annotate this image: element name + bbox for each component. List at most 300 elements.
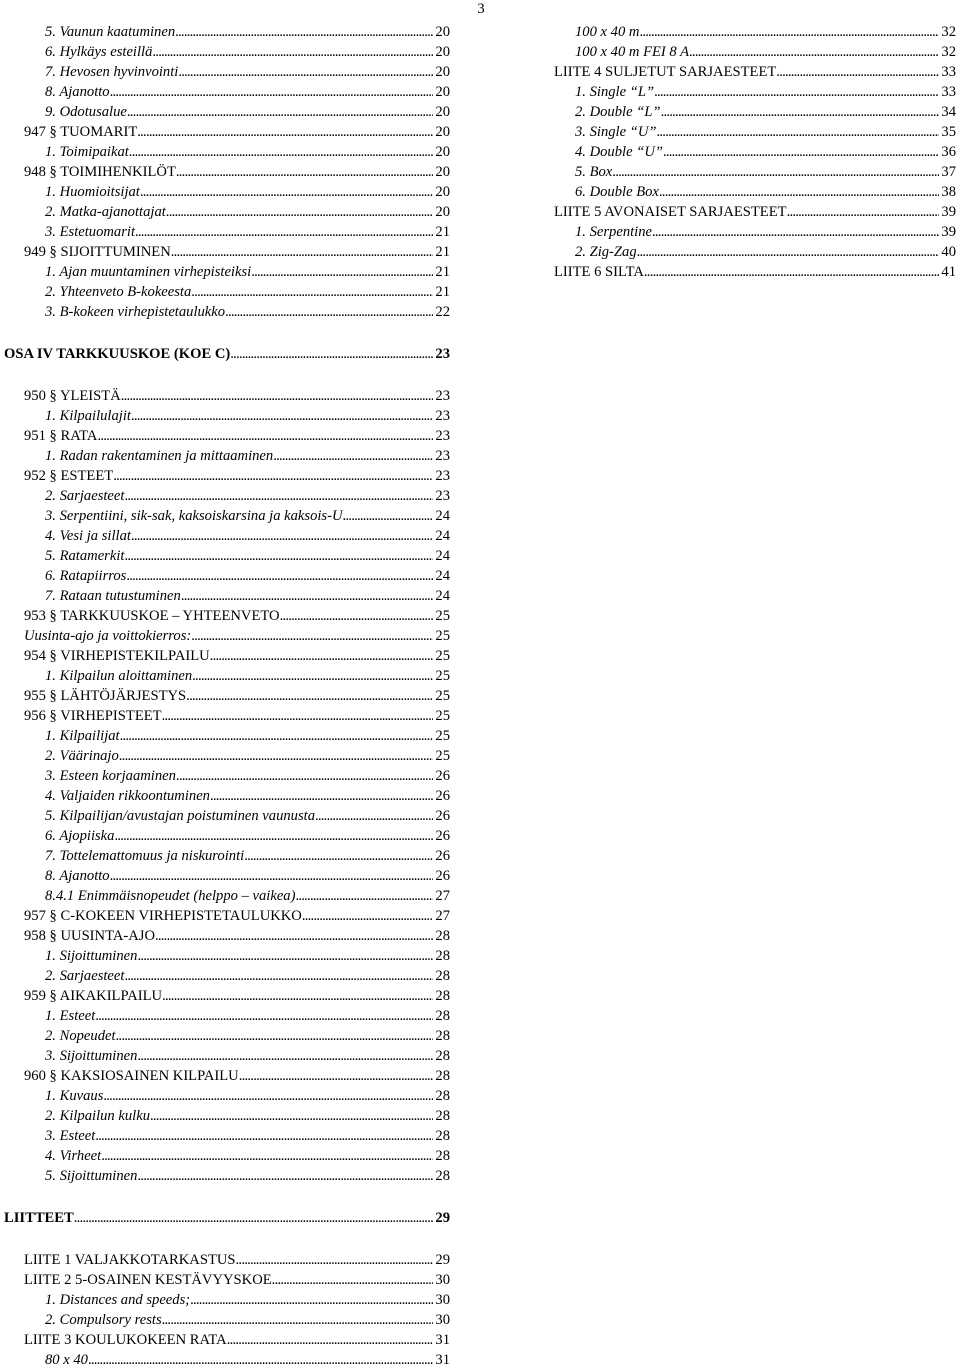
- dot-leader: [162, 986, 433, 1006]
- toc-entry[interactable]: [0, 1046, 450, 1066]
- toc-entry[interactable]: [0, 526, 450, 546]
- dot-leader: [210, 646, 434, 666]
- toc-entry-page: 28: [435, 1128, 450, 1144]
- toc-entry[interactable]: [0, 646, 450, 666]
- toc-entry-title: 1. Esteet: [45, 1008, 96, 1024]
- dot-leader: [776, 62, 939, 82]
- toc-entry[interactable]: [0, 42, 450, 62]
- toc-entry[interactable]: [0, 1006, 450, 1026]
- toc-entry[interactable]: [0, 1330, 450, 1350]
- dot-leader: [191, 626, 433, 646]
- toc-entry[interactable]: [0, 566, 450, 586]
- toc-entry-page: 31: [435, 1352, 450, 1368]
- toc-entry-title: LIITE 3 KOULUKOKEEN RATA: [24, 1332, 227, 1348]
- toc-entry-title: 4. Virheet: [45, 1148, 102, 1164]
- toc-left-column: [0, 22, 450, 1370]
- toc-entry-title: 956 § VIRHEPISTEET: [24, 708, 162, 724]
- toc-entry-title: 947 § TUOMARIT: [24, 124, 138, 140]
- dot-leader: [244, 846, 433, 866]
- toc-entry-page: 35: [941, 124, 956, 140]
- dot-leader: [124, 546, 433, 566]
- dot-leader: [137, 122, 433, 142]
- toc-entry-title: 959 § AIKAKILPAILU: [24, 988, 163, 1004]
- toc-entry-title: 5. Sijoittuminen: [45, 1168, 138, 1184]
- toc-entry-title: 2. Zig-Zag: [575, 244, 637, 260]
- toc-entry[interactable]: [0, 182, 450, 202]
- toc-entry-page: 20: [435, 204, 450, 220]
- toc-entry-page: 33: [941, 64, 956, 80]
- toc-entry-title: 1. Toimipaikat: [45, 144, 129, 160]
- toc-entry[interactable]: [0, 282, 450, 302]
- toc-entry[interactable]: [0, 1270, 450, 1290]
- toc-entry-title: LIITE 2 5-OSAINEN KESTÄVYYSKOE: [24, 1272, 272, 1288]
- toc-entry[interactable]: [0, 746, 450, 766]
- toc-entry[interactable]: [0, 1086, 450, 1106]
- dot-leader: [657, 122, 940, 142]
- toc-entry-title: 8. Ajanotto: [45, 868, 110, 884]
- dot-leader: [295, 886, 433, 906]
- dot-leader: [689, 42, 939, 62]
- toc-entry-title: 2. Double “L”: [575, 104, 661, 120]
- toc-entry-page: 28: [435, 948, 450, 964]
- dot-leader: [114, 826, 433, 846]
- toc-entry[interactable]: [0, 406, 450, 426]
- toc-entry-title: 1. Serpentine: [575, 224, 653, 240]
- toc-entry-page: 20: [435, 84, 450, 100]
- dot-leader: [162, 1310, 434, 1330]
- toc-entry-page: 41: [941, 264, 956, 280]
- toc-entry-page: 26: [435, 768, 450, 784]
- toc-entry[interactable]: [530, 242, 956, 262]
- dot-leader: [272, 1270, 434, 1290]
- dot-leader: [131, 406, 433, 426]
- toc-entry-page: 29: [435, 1210, 450, 1226]
- toc-entry-title: 949 § SIJOITTUMINEN: [24, 244, 171, 260]
- toc-entry-title: 6. Ratapiirros: [45, 568, 127, 584]
- toc-entry[interactable]: [530, 262, 956, 282]
- toc-entry[interactable]: [0, 806, 450, 826]
- toc-entry-title: 5. Box: [575, 164, 613, 180]
- toc-entry-title: 3. Estetuomarit: [45, 224, 135, 240]
- toc-entry-page: 24: [435, 528, 450, 544]
- toc-entry-page: 23: [435, 468, 450, 484]
- dot-leader: [302, 906, 434, 926]
- toc-entry[interactable]: [0, 1166, 450, 1186]
- toc-entry-page: 28: [435, 928, 450, 944]
- dot-leader: [110, 866, 434, 886]
- toc-entry-title: LIITE 6 SILTA: [554, 264, 644, 280]
- toc-entry-page: 20: [435, 144, 450, 160]
- toc-entry[interactable]: [0, 446, 450, 466]
- toc-entry[interactable]: [0, 846, 450, 866]
- toc-entry[interactable]: [0, 1290, 450, 1310]
- toc-entry-title: LIITE 4 SULJETUT SARJAESTEET: [554, 64, 777, 80]
- toc-entry-title: 948 § TOIMIHENKILÖT: [24, 164, 176, 180]
- toc-entry[interactable]: [0, 102, 450, 122]
- toc-entry[interactable]: [0, 262, 450, 282]
- toc-entry-title: 7. Hevosen hyvinvointi: [45, 64, 179, 80]
- dot-leader: [190, 1290, 433, 1310]
- toc-entry-title: 1. Radan rakentaminen ja mittaaminen: [45, 448, 274, 464]
- toc-entry[interactable]: [0, 344, 450, 364]
- dot-leader: [95, 1126, 433, 1146]
- toc-entry-title: 955 § LÄHTÖJÄRJESTYS: [24, 688, 187, 704]
- toc-right-column: [530, 22, 956, 282]
- toc-entry-page: 26: [435, 868, 450, 884]
- toc-entry[interactable]: [530, 202, 956, 222]
- toc-entry-title: 1. Ajan muuntaminen virhepisteiksi: [45, 264, 252, 280]
- toc-entry-page: 28: [435, 1028, 450, 1044]
- dot-leader: [119, 746, 434, 766]
- toc-entry-title: 958 § UUSINTA-AJO: [24, 928, 155, 944]
- dot-leader: [191, 282, 433, 302]
- toc-entry-page: 25: [435, 748, 450, 764]
- dot-leader: [113, 466, 433, 486]
- dot-leader: [103, 1086, 433, 1106]
- dot-leader: [178, 62, 433, 82]
- toc-entry-title: 1. Huomioitsijat: [45, 184, 140, 200]
- dot-leader: [152, 42, 433, 62]
- toc-entry-page: 29: [435, 1252, 450, 1268]
- dot-leader: [652, 222, 939, 242]
- toc-entry-page: 20: [435, 184, 450, 200]
- toc-entry-page: 20: [435, 164, 450, 180]
- toc-entry[interactable]: [0, 1250, 450, 1270]
- toc-entry[interactable]: [530, 182, 956, 202]
- toc-entry[interactable]: [530, 102, 956, 122]
- toc-entry[interactable]: [0, 686, 450, 706]
- toc-entry-page: 23: [435, 428, 450, 444]
- toc-entry[interactable]: [0, 1066, 450, 1086]
- toc-entry-page: 30: [435, 1272, 450, 1288]
- toc-entry[interactable]: [0, 1026, 450, 1046]
- toc-entry-page: 25: [435, 668, 450, 684]
- toc-entry-page: 27: [435, 908, 450, 924]
- toc-entry[interactable]: [0, 586, 450, 606]
- dot-leader: [280, 606, 434, 626]
- toc-entry-title: 80 x 40: [45, 1352, 88, 1368]
- toc-entry-page: 30: [435, 1312, 450, 1328]
- dot-leader: [95, 1006, 433, 1026]
- toc-entry-title: 3. Esteet: [45, 1128, 96, 1144]
- toc-entry[interactable]: [0, 626, 450, 646]
- toc-entry[interactable]: [0, 242, 450, 262]
- toc-entry-title: 1. Kilpailijat: [45, 728, 120, 744]
- toc-entry-title: 4. Double “U”: [575, 144, 663, 160]
- toc-entry-page: 40: [941, 244, 956, 260]
- dot-leader: [166, 202, 434, 222]
- toc-entry-page: 32: [941, 44, 956, 60]
- toc-entry[interactable]: [0, 926, 450, 946]
- toc-entry[interactable]: [530, 122, 956, 142]
- toc-entry-title: LIITE 1 VALJAKKOTARKASTUS: [24, 1252, 236, 1268]
- dot-leader: [236, 1250, 434, 1270]
- toc-entry[interactable]: [0, 1106, 450, 1126]
- toc-entry[interactable]: [0, 606, 450, 626]
- dot-leader: [659, 182, 940, 202]
- dot-leader: [661, 102, 940, 122]
- dot-leader: [663, 142, 939, 162]
- dot-leader: [239, 1066, 434, 1086]
- toc-entry[interactable]: [0, 506, 450, 526]
- toc-entry-page: 37: [941, 164, 956, 180]
- toc-entry-page: 28: [435, 968, 450, 984]
- toc-entry[interactable]: [0, 1208, 450, 1228]
- toc-entry-page: 24: [435, 568, 450, 584]
- toc-entry-page: 28: [435, 1148, 450, 1164]
- toc-entry[interactable]: [0, 302, 450, 322]
- dot-leader: [155, 926, 433, 946]
- dot-leader: [171, 242, 434, 262]
- toc-entry-page: 25: [435, 628, 450, 644]
- dot-leader: [192, 666, 433, 686]
- toc-entry[interactable]: [0, 1310, 450, 1330]
- toc-entry-page: 21: [435, 264, 450, 280]
- toc-entry-page: 39: [941, 204, 956, 220]
- toc-entry-page: 24: [435, 548, 450, 564]
- toc-entry-page: 34: [941, 104, 956, 120]
- dot-leader: [787, 202, 940, 222]
- toc-entry[interactable]: [530, 222, 956, 242]
- toc-entry-page: 25: [435, 728, 450, 744]
- toc-entry-page: 22: [435, 304, 450, 320]
- toc-entry-title: 954 § VIRHEPISTEKILPAILU: [24, 648, 210, 664]
- toc-entry[interactable]: [0, 122, 450, 142]
- dot-leader: [135, 222, 433, 242]
- dot-leader: [88, 1350, 433, 1370]
- toc-entry-title: 2. Väärinajo: [45, 748, 119, 764]
- toc-entry-title: LIITTEET: [4, 1210, 74, 1226]
- toc-entry-title: 6. Hylkäys esteillä: [45, 44, 153, 60]
- toc-entry-title: 9. Odotusalue: [45, 104, 127, 120]
- dot-leader: [127, 102, 434, 122]
- dot-leader: [74, 1208, 434, 1228]
- toc-entry[interactable]: [0, 866, 450, 886]
- toc-entry-title: 1. Kilpailulajit: [45, 408, 131, 424]
- toc-entry[interactable]: [0, 906, 450, 926]
- dot-leader: [101, 1146, 433, 1166]
- dot-leader: [110, 82, 434, 102]
- toc-entry-page: 24: [435, 588, 450, 604]
- toc-entry-page: 21: [435, 244, 450, 260]
- toc-entry-page: 36: [941, 144, 956, 160]
- toc-entry-title: 3. Esteen korjaaminen: [45, 768, 176, 784]
- toc-entry-title: Uusinta-ajo ja voittokierros:: [24, 628, 192, 644]
- toc-entry-title: 5. Vaunun kaatuminen: [45, 24, 176, 40]
- toc-entry-title: 952 § ESTEET: [24, 468, 114, 484]
- dot-leader: [140, 182, 434, 202]
- toc-entry-page: 33: [941, 84, 956, 100]
- toc-entry-title: 7. Tottelemattomuus ja niskurointi: [45, 848, 245, 864]
- toc-entry[interactable]: [530, 62, 956, 82]
- toc-entry-title: 4. Valjaiden rikkoontuminen: [45, 788, 210, 804]
- dot-leader: [654, 82, 939, 102]
- toc-entry[interactable]: [0, 82, 450, 102]
- toc-entry-title: 7. Rataan tutustuminen: [45, 588, 181, 604]
- dot-leader: [639, 22, 939, 42]
- toc-entry-title: 2. Kilpailun kulku: [45, 1108, 150, 1124]
- toc-entry-title: 8. Ajanotto: [45, 84, 110, 100]
- dot-leader: [131, 526, 433, 546]
- dot-leader: [124, 486, 433, 506]
- toc-entry[interactable]: [0, 466, 450, 486]
- toc-entry[interactable]: [530, 42, 956, 62]
- toc-entry-title: 2. Matka-ajanottajat: [45, 204, 166, 220]
- toc-entry-page: 28: [435, 1088, 450, 1104]
- toc-entry[interactable]: [0, 986, 450, 1006]
- dot-leader: [137, 946, 433, 966]
- toc-entry-page: 28: [435, 988, 450, 1004]
- toc-entry-title: OSA IV TARKKUUSKOE (KOE C): [4, 346, 231, 362]
- toc-entry-page: 25: [435, 608, 450, 624]
- dot-leader: [176, 766, 433, 786]
- toc-entry[interactable]: [0, 786, 450, 806]
- page-number: 3: [477, 1, 485, 17]
- toc-entry-title: 950 § YLEISTÄ: [24, 388, 121, 404]
- toc-entry-title: 2. Compulsory rests: [45, 1312, 162, 1328]
- toc-entry-title: 6. Ajopiiska: [45, 828, 115, 844]
- toc-entry-page: 30: [435, 1292, 450, 1308]
- toc-entry-page: 20: [435, 124, 450, 140]
- dot-leader: [162, 706, 434, 726]
- toc-entry-page: 25: [435, 708, 450, 724]
- dot-leader: [612, 162, 939, 182]
- toc-entry-page: 21: [435, 224, 450, 240]
- toc-entry-page: 39: [941, 224, 956, 240]
- toc-entry-page: 28: [435, 1068, 450, 1084]
- toc-entry-title: 2. Sarjaesteet: [45, 968, 125, 984]
- toc-entry[interactable]: [530, 22, 956, 42]
- dot-leader: [97, 426, 433, 446]
- toc-entry-title: 953 § TARKKUUSKOE – YHTEENVETO: [24, 608, 280, 624]
- toc-entry-page: 28: [435, 1108, 450, 1124]
- toc-entry-page: 23: [435, 408, 450, 424]
- dot-leader: [175, 22, 433, 42]
- dot-leader: [225, 302, 433, 322]
- toc-entry-page: 23: [435, 388, 450, 404]
- toc-entry-page: 23: [435, 346, 450, 362]
- dot-leader: [210, 786, 433, 806]
- toc-entry-page: 23: [435, 448, 450, 464]
- toc-entry[interactable]: [0, 142, 450, 162]
- dot-leader: [137, 1046, 433, 1066]
- toc-entry-page: 21: [435, 284, 450, 300]
- toc-entry-page: 28: [435, 1048, 450, 1064]
- dot-leader: [315, 806, 433, 826]
- toc-entry-title: 2. Sarjaesteet: [45, 488, 125, 504]
- toc-entry-title: 5. Ratamerkit: [45, 548, 125, 564]
- toc-entry[interactable]: [0, 886, 450, 906]
- toc-entry-title: 1. Kilpailun aloittaminen: [45, 668, 193, 684]
- dot-leader: [273, 446, 433, 466]
- toc-entry-page: 26: [435, 828, 450, 844]
- toc-entry-page: 28: [435, 1008, 450, 1024]
- toc-entry-title: 1. Kuvaus: [45, 1088, 104, 1104]
- dot-leader: [121, 386, 434, 406]
- toc-entry-page: 26: [435, 808, 450, 824]
- toc-entry[interactable]: [0, 1146, 450, 1166]
- toc-entry[interactable]: [0, 386, 450, 406]
- toc-entry-title: 8.4.1 Enimmäisnopeudet (helppo – vaikea): [45, 888, 296, 904]
- toc-entry-title: 1. Sijoittuminen: [45, 948, 138, 964]
- toc-entry-title: 3. Serpentiini, sik-sak, kaksoiskarsina ja kaksois-U: [45, 508, 343, 524]
- toc-entry[interactable]: [0, 62, 450, 82]
- toc-entry-page: 32: [941, 24, 956, 40]
- toc-entry[interactable]: [0, 162, 450, 182]
- toc-entry-page: 28: [435, 1168, 450, 1184]
- dot-leader: [251, 262, 433, 282]
- dot-leader: [124, 966, 433, 986]
- toc-entry[interactable]: [0, 666, 450, 686]
- dot-leader: [137, 1166, 433, 1186]
- toc-entry[interactable]: [0, 222, 450, 242]
- toc-entry[interactable]: [0, 486, 450, 506]
- toc-entry[interactable]: [0, 726, 450, 746]
- toc-entry-title: 957 § C-KOKEEN VIRHEPISTETAULUKKO: [24, 908, 302, 924]
- dot-leader: [129, 142, 434, 162]
- toc-entry[interactable]: [0, 1126, 450, 1146]
- toc-entry-page: 25: [435, 688, 450, 704]
- toc-entry-page: 26: [435, 848, 450, 864]
- toc-entry-title: 2. Nopeudet: [45, 1028, 116, 1044]
- toc-entry-title: 4. Vesi ja sillat: [45, 528, 131, 544]
- dot-leader: [343, 506, 434, 526]
- toc-entry[interactable]: [0, 766, 450, 786]
- dot-leader: [126, 566, 433, 586]
- toc-entry[interactable]: [0, 22, 450, 42]
- toc-entry-title: 960 § KAKSIOSAINEN KILPAILU: [24, 1068, 239, 1084]
- toc-entry-title: 1. Single “L”: [575, 84, 655, 100]
- dot-leader: [181, 586, 434, 606]
- dot-leader: [186, 686, 433, 706]
- toc-entry-page: 27: [435, 888, 450, 904]
- toc-entry-page: 20: [435, 64, 450, 80]
- toc-entry[interactable]: [0, 426, 450, 446]
- toc-entry-page: 20: [435, 24, 450, 40]
- toc-entry[interactable]: [0, 946, 450, 966]
- toc-entry-page: 31: [435, 1332, 450, 1348]
- toc-entry-title: 2. Yhteenveto B-kokeesta: [45, 284, 192, 300]
- toc-entry-title: 6. Double Box: [575, 184, 659, 200]
- toc-entry-title: LIITE 5 AVONAISET SARJAESTEET: [554, 204, 787, 220]
- toc-entry-title: 3. B-kokeen virhepistetaulukko: [45, 304, 226, 320]
- toc-entry-title: 3. Single “U”: [575, 124, 657, 140]
- toc-entry[interactable]: [0, 202, 450, 222]
- toc-entry[interactable]: [0, 706, 450, 726]
- toc-entry[interactable]: [0, 826, 450, 846]
- dot-leader: [230, 344, 433, 364]
- dot-leader: [176, 162, 434, 182]
- toc-entry-title: 100 x 40 m FEI 8 A: [575, 44, 690, 60]
- toc-entry-title: 1. Distances and speeds;: [45, 1292, 191, 1308]
- toc-entry[interactable]: [530, 162, 956, 182]
- toc-entry[interactable]: [530, 82, 956, 102]
- toc-entry[interactable]: [0, 546, 450, 566]
- toc-entry-title: 3. Sijoittuminen: [45, 1048, 138, 1064]
- dot-leader: [227, 1330, 434, 1350]
- toc-entry-page: 20: [435, 44, 450, 60]
- toc-entry-title: 100 x 40 m: [575, 24, 640, 40]
- toc-entry[interactable]: [0, 1350, 450, 1370]
- toc-entry-title: 5. Kilpailijan/avustajan poistuminen vaunusta: [45, 808, 315, 824]
- toc-entry-title: 951 § RATA: [24, 428, 98, 444]
- toc-entry-page: 23: [435, 488, 450, 504]
- toc-entry[interactable]: [530, 142, 956, 162]
- dot-leader: [150, 1106, 433, 1126]
- dot-leader: [637, 242, 940, 262]
- dot-leader: [644, 262, 940, 282]
- toc-entry[interactable]: [0, 966, 450, 986]
